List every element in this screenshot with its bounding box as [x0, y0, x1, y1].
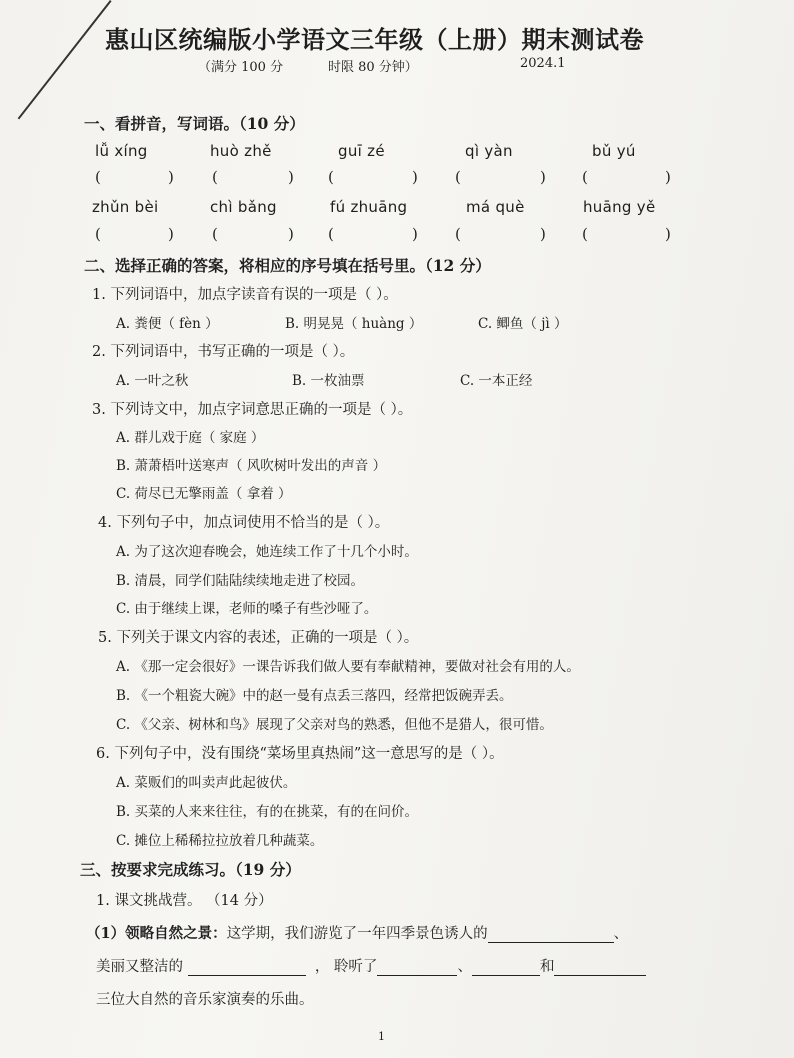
section1-heading: 一、看拼音，写词语。（10 分）	[84, 114, 305, 133]
pinyin-6: zhǔn bèi	[92, 198, 159, 216]
q4-option-a: A. 为了这次迎春晚会，她连续工作了十几个小时。	[116, 544, 418, 560]
q6-option-b: B. 买菜的人来来往往，有的在挑菜，有的在问价。	[116, 804, 419, 820]
full-score-note: （满分 100 分	[198, 60, 284, 75]
q4-option-c: C. 由于继续上课，老师的嗓子有些沙哑了。	[116, 601, 378, 617]
q5-option-b: B. 《一个粗瓷大碗》中的赵一曼有点丢三落四，经常把饭碗弄丢。	[116, 688, 513, 704]
section3-q1: 1. 课文挑战营。 （14 分）	[96, 893, 273, 909]
answer-bracket-open: (	[582, 225, 588, 243]
q5-option-c: C. 《父亲、树林和鸟》展现了父亲对鸟的熟悉，但他不是猎人，很可惜。	[116, 717, 553, 733]
page-title: 惠山区统编版小学语文三年级（上册）期末测试卷	[105, 25, 644, 54]
answer-bracket-open: (	[212, 168, 218, 186]
answer-bracket-open: (	[328, 168, 334, 186]
q2-option-a: A. 一叶之秋	[116, 373, 189, 389]
section3-part1-end: 、	[613, 926, 629, 942]
q4-stem: 4. 下列句子中，加点词使用不恰当的是（ ）。	[98, 515, 390, 531]
fill-blank[interactable]	[472, 959, 540, 976]
answer-bracket-close: )	[412, 168, 418, 186]
answer-bracket-close: )	[288, 225, 294, 243]
section3-part1-label: （1）领略自然之景：	[86, 925, 227, 942]
pinyin-5: bǔ yú	[592, 142, 636, 160]
pinyin-10: huāng yě	[583, 198, 656, 216]
pinyin-1: lǚ xíng	[95, 142, 148, 160]
q6-option-c: C. 摊位上稀稀拉拉放着几种蔬菜。	[116, 833, 324, 849]
answer-bracket-close: )	[665, 168, 671, 186]
answer-bracket-open: (	[455, 225, 461, 243]
answer-bracket-open: (	[328, 225, 334, 243]
fill-blank[interactable]	[188, 959, 306, 976]
q5-stem: 5. 下列关于课文内容的表述，正确的一项是（ ）。	[98, 630, 419, 646]
section3-line2-d: 和	[539, 959, 555, 975]
answer-bracket-close: )	[168, 225, 174, 243]
section3-line2-c: 、	[457, 959, 472, 975]
answer-bracket-open: (	[95, 225, 101, 243]
section3-line1	[86, 922, 628, 943]
q3-option-a: A. 群儿戏于庭（ 家庭 ）	[116, 430, 265, 446]
answer-bracket-open: (	[582, 168, 588, 186]
q3-option-c: C. 荷尽已无擎雨盖（ 拿着 ）	[116, 486, 292, 502]
pinyin-8: fú zhuāng	[330, 198, 408, 216]
corner-pen-line	[18, 0, 112, 119]
pinyin-4: qì yàn	[465, 142, 513, 160]
answer-bracket-close: )	[168, 168, 174, 186]
q2-option-c: C. 一本正经	[460, 373, 533, 389]
q1-option-c: C. 鲫鱼（ jì ）	[478, 316, 568, 332]
section2-heading: 二、选择正确的答案，将相应的序号填在括号里。（12 分）	[84, 256, 491, 275]
answer-bracket-close: )	[540, 168, 546, 186]
pinyin-2: huò zhě	[210, 142, 272, 160]
q4-option-b: B. 清晨，同学们陆陆续续地走进了校园。	[116, 573, 365, 589]
section3-part1-text: 这学期，我们游览了一年四季景色诱人的	[226, 926, 488, 942]
answer-bracket-close: )	[540, 225, 546, 243]
time-limit-note: 时限 80 分钟）	[328, 60, 418, 75]
q3-stem: 3. 下列诗文中，加点字词意思正确的一项是（ ）。	[92, 402, 413, 418]
q1-option-b: B. 明晃晃（ huàng ）	[285, 316, 423, 332]
pinyin-3: guī zé	[338, 142, 385, 160]
fill-blank[interactable]	[377, 959, 457, 976]
section3-line2-a: 美丽又整洁的	[96, 959, 183, 975]
pinyin-7: chì bǎng	[210, 198, 277, 216]
answer-bracket-close: )	[665, 225, 671, 243]
fill-blank[interactable]	[554, 959, 646, 976]
section3-line3: 三位大自然的音乐家演奏的乐曲。	[96, 992, 314, 1008]
q2-option-b: B. 一枚油票	[292, 373, 365, 389]
section3-line2-b: ， 聆听了	[314, 959, 378, 975]
fill-blank[interactable]	[488, 926, 614, 943]
answer-bracket-open: (	[212, 225, 218, 243]
q6-stem: 6. 下列句子中，没有围绕“菜场里真热闹”这一意思写的是（ ）。	[96, 746, 504, 762]
q1-option-a: A. 粪便（ fèn ）	[116, 316, 219, 332]
page-number: 1	[378, 1030, 385, 1043]
q6-option-a: A. 菜贩们的叫卖声此起彼伏。	[116, 775, 297, 791]
answer-bracket-close: )	[288, 168, 294, 186]
section3-heading: 三、按要求完成练习。（19 分）	[80, 860, 301, 879]
q2-stem: 2. 下列词语中，书写正确的一项是（ ）。	[92, 344, 355, 360]
answer-bracket-close: )	[412, 225, 418, 243]
section3-line2	[96, 955, 646, 976]
q1-stem: 1. 下列词语中，加点字读音有误的一项是（ ）。	[92, 287, 398, 303]
q5-option-a: A. 《那一定会很好》一课告诉我们做人要有奉献精神，要做对社会有用的人。	[116, 659, 580, 675]
exam-date: 2024.1	[520, 56, 566, 71]
pinyin-9: má què	[466, 198, 525, 216]
q3-option-b: B. 萧萧梧叶送寒声（ 风吹树叶发出的声音 ）	[116, 458, 387, 474]
answer-bracket-open: (	[95, 168, 101, 186]
answer-bracket-open: (	[455, 168, 461, 186]
